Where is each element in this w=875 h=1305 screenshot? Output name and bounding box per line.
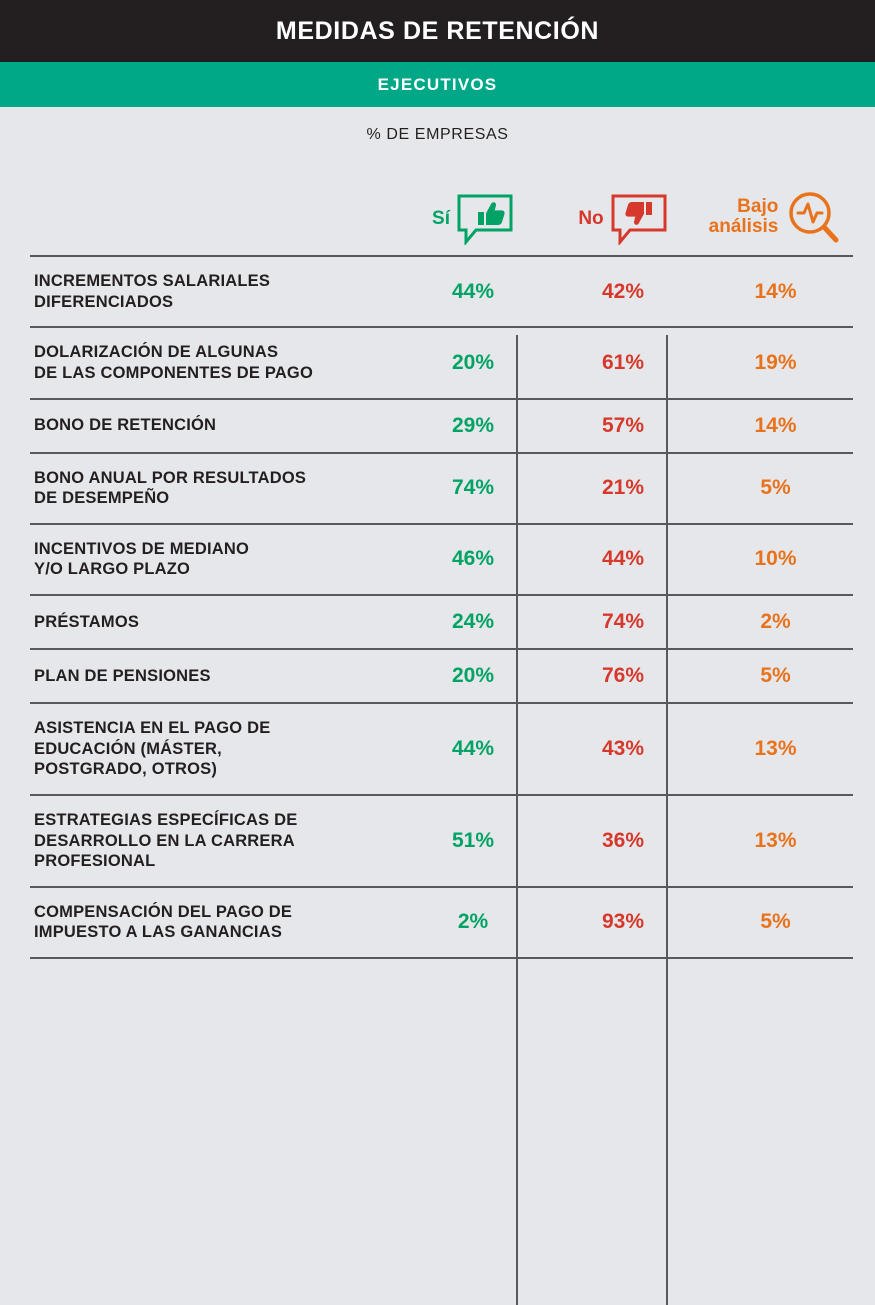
measure-label bbox=[30, 795, 398, 887]
value-yes: 2% bbox=[398, 887, 548, 958]
value-under-analysis: 14% bbox=[698, 399, 853, 453]
measure-label-line: ESTRATEGIAS ESPECÍFICAS DE bbox=[34, 810, 298, 829]
table-row bbox=[30, 327, 853, 398]
measure-label-line: DE LAS COMPONENTES DE PAGO bbox=[34, 363, 314, 382]
value-yes: 44% bbox=[398, 703, 548, 795]
measure-label-line: ASISTENCIA EN EL PAGO DE bbox=[34, 719, 271, 737]
column-divider-1 bbox=[516, 335, 518, 1305]
value-under-analysis: 14% bbox=[698, 256, 853, 327]
measure-label-line: EDUCACIÓN (MÁSTER, bbox=[34, 739, 222, 758]
value-no: 57% bbox=[548, 399, 698, 453]
measure-label bbox=[30, 524, 398, 595]
page-subtitle: EJECUTIVOS bbox=[377, 74, 498, 94]
unit-label: % DE EMPRESAS bbox=[366, 126, 509, 143]
measure-label bbox=[30, 703, 398, 795]
value-no: 21% bbox=[548, 453, 698, 524]
title-bar bbox=[0, 0, 875, 62]
header-no bbox=[548, 163, 698, 256]
measure-label-line: DE DESEMPEÑO bbox=[34, 489, 170, 508]
table-row bbox=[30, 256, 853, 327]
table-row bbox=[30, 453, 853, 524]
measure-label-line: DOLARIZACIÓN DE ALGUNAS bbox=[34, 343, 279, 362]
table-body bbox=[30, 256, 853, 958]
retention-measures-table bbox=[30, 163, 853, 959]
table-row bbox=[30, 524, 853, 595]
header-no-label: No bbox=[578, 208, 604, 230]
column-divider-2 bbox=[666, 335, 668, 1305]
value-under-analysis: 5% bbox=[698, 887, 853, 958]
value-no: 61% bbox=[548, 327, 698, 398]
value-under-analysis: 13% bbox=[698, 795, 853, 887]
header-yes-label: Sí bbox=[432, 208, 450, 230]
value-under-analysis: 10% bbox=[698, 524, 853, 595]
value-yes: 24% bbox=[398, 595, 548, 649]
thumb-down-icon bbox=[610, 193, 668, 245]
measure-label-line: BONO DE RETENCIÓN bbox=[34, 416, 217, 435]
measure-label-line: POSTGRADO, OTROS) bbox=[34, 760, 218, 779]
header-under-analysis bbox=[698, 163, 853, 256]
measure-label-line: INCREMENTOS SALARIALES bbox=[34, 272, 271, 290]
value-yes: 74% bbox=[398, 453, 548, 524]
value-under-analysis: 2% bbox=[698, 595, 853, 649]
table-row bbox=[30, 399, 853, 453]
measure-label-line: IMPUESTO A LAS GANANCIAS bbox=[34, 923, 283, 942]
value-no: 44% bbox=[548, 524, 698, 595]
subtitle-bar bbox=[0, 62, 875, 107]
measure-label-line: BONO ANUAL POR RESULTADOS bbox=[34, 468, 307, 487]
magnifier-pulse-icon bbox=[784, 189, 842, 245]
value-no: 76% bbox=[548, 649, 698, 703]
measure-label-line: PROFESIONAL bbox=[34, 852, 156, 871]
measure-label-line: INCENTIVOS DE MEDIANO bbox=[34, 539, 250, 558]
table-row bbox=[30, 887, 853, 958]
value-under-analysis: 5% bbox=[698, 453, 853, 524]
measure-label bbox=[30, 256, 398, 327]
value-no: 36% bbox=[548, 795, 698, 887]
measure-label bbox=[30, 327, 398, 398]
measure-label-line: Y/O LARGO PLAZO bbox=[34, 560, 191, 579]
table-row bbox=[30, 595, 853, 649]
measure-label-line: DESARROLLO EN LA CARRERA bbox=[34, 831, 295, 850]
measure-label bbox=[30, 595, 398, 649]
table-row bbox=[30, 649, 853, 703]
measure-label-line: PRÉSTAMOS bbox=[34, 612, 140, 631]
thumb-up-icon bbox=[456, 193, 514, 245]
measure-label bbox=[30, 399, 398, 453]
table-row bbox=[30, 703, 853, 795]
value-under-analysis: 13% bbox=[698, 703, 853, 795]
value-yes: 20% bbox=[398, 649, 548, 703]
value-yes: 46% bbox=[398, 524, 548, 595]
value-yes: 20% bbox=[398, 327, 548, 398]
measure-label-line: COMPENSACIÓN DEL PAGO DE bbox=[34, 902, 293, 921]
value-under-analysis: 19% bbox=[698, 327, 853, 398]
table-row bbox=[30, 795, 853, 887]
unit-row bbox=[0, 107, 875, 163]
page-title: MEDIDAS DE RETENCIÓN bbox=[275, 16, 600, 45]
value-no: 74% bbox=[548, 595, 698, 649]
table-container bbox=[0, 163, 875, 1174]
header-yes bbox=[398, 163, 548, 256]
value-no: 93% bbox=[548, 887, 698, 958]
value-no: 43% bbox=[548, 703, 698, 795]
header-under-analysis-label-line2: análisis bbox=[708, 216, 779, 237]
measure-label bbox=[30, 649, 398, 703]
value-under-analysis: 5% bbox=[698, 649, 853, 703]
measure-label bbox=[30, 453, 398, 524]
measure-label-line: PLAN DE PENSIONES bbox=[34, 666, 211, 685]
table-head bbox=[30, 163, 853, 256]
measure-label-line: DIFERENCIADOS bbox=[34, 292, 174, 311]
value-no: 42% bbox=[548, 256, 698, 327]
measure-label bbox=[30, 887, 398, 958]
header-under-analysis-label bbox=[709, 197, 779, 237]
table-header-row bbox=[30, 163, 853, 256]
header-measure bbox=[30, 163, 398, 256]
value-yes: 51% bbox=[398, 795, 548, 887]
header-under-analysis-label-line1: Bajo bbox=[737, 196, 779, 218]
value-yes: 29% bbox=[398, 399, 548, 453]
value-yes: 44% bbox=[398, 256, 548, 327]
